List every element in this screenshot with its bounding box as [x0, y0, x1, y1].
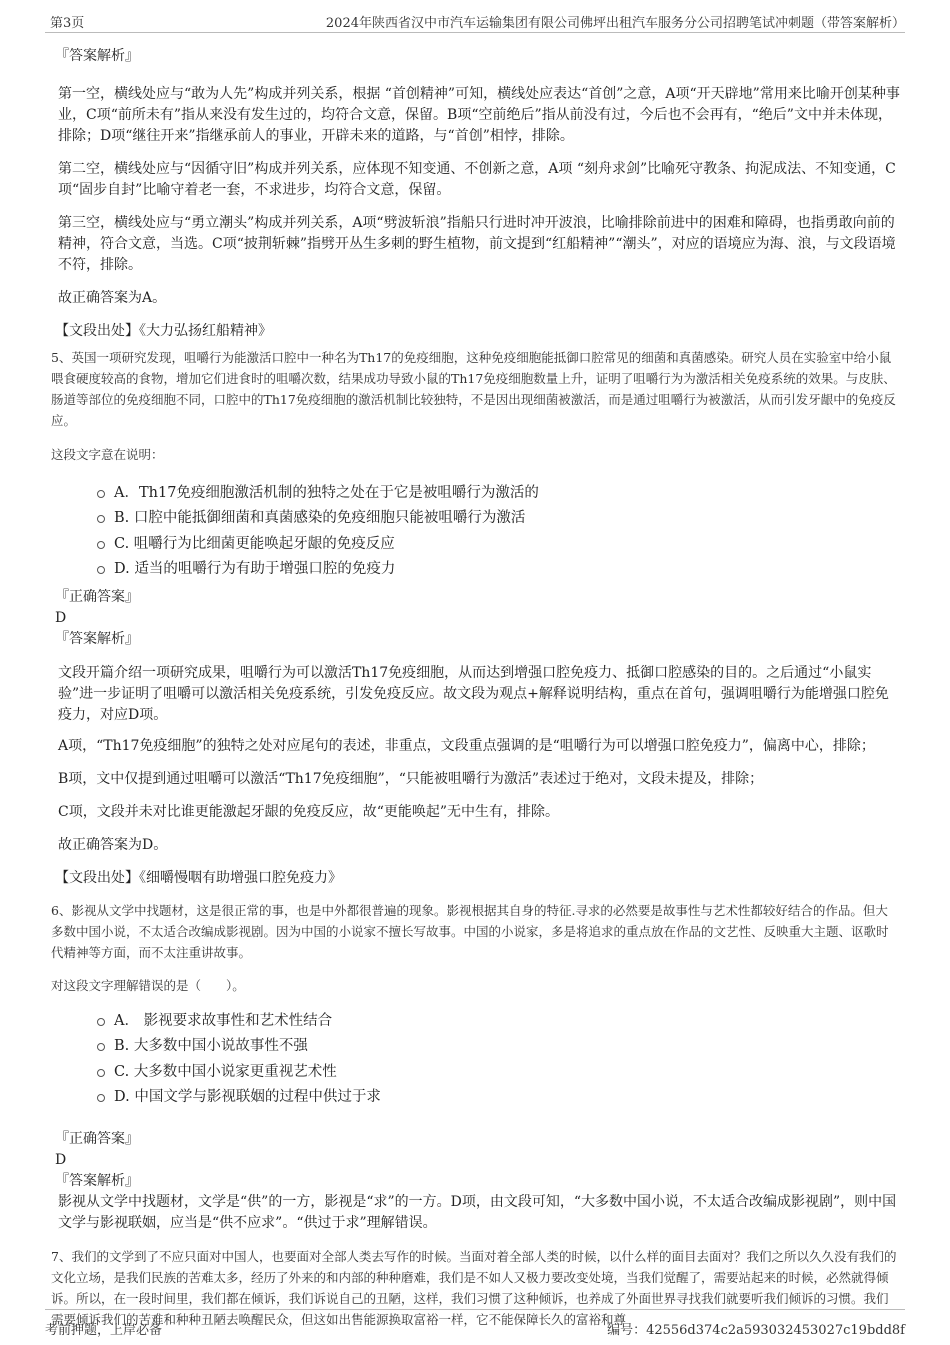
q6-analysis: 影视从文学中找题材，文学是“供”的一方，影视是“求”的一方。D项，由文段可知，“大多数中国小说，不太适合改编成影视剧”，则中国文学与影视联姻，应当是“供不应求”。“供过于求”理解错误。 [58, 1193, 897, 1231]
q6-option-a[interactable] [55, 1009, 900, 1035]
page-header [0, 0, 950, 34]
option-label: C. 咀嚼行为比细菌更能唤起牙龈的免疫反应 [114, 535, 395, 552]
q5-analysis-4: C项，文段并未对比谁更能激起牙龈的免疫反应，故“更能唤起”无中生有，排除。 [58, 803, 560, 820]
footer-slogan: 考前押题，上岸必备 [45, 1323, 163, 1338]
q6-answer-label: 『正确答案』 [55, 1130, 139, 1147]
q6-option-c[interactable] [55, 1060, 900, 1086]
radio-icon[interactable] [97, 1018, 105, 1026]
q5-analysis-3: B项，文中仅提到通过咀嚼可以激活“Th17免疫细胞”，“只能被咀嚼行为激活”表述过于绝对，文段未提及，排除； [58, 770, 764, 787]
document-title: 2024年陕西省汉中市汽车运输集团有限公司佛坪出租汽车服务分公司招聘笔试冲刺题（带答案解析） [325, 16, 905, 31]
q6-answer: D [55, 1151, 67, 1168]
q5-analysis-1: 文段开篇介绍一项研究成果，咀嚼行为可以激活Th17免疫细胞，从而达到增强口腔免疫力、抵御口腔感染的目的。之后通过“小鼠实验”进一步证明了咀嚼可以激活相关免疫系统，引发免疫反应。故文段为观点+解释说明结构，重点在首句，强调咀嚼行为能增强口腔免疫力，对应D项。 [58, 664, 889, 723]
page-footer [0, 1305, 950, 1345]
radio-icon[interactable] [97, 1043, 105, 1051]
page-content [51, 42, 900, 1342]
q5-analysis-label: 『答案解析』 [55, 630, 139, 647]
q6-stem: 6、影视从文学中找题材，这是很正常的事，也是中外都很普遍的现象。影视根据其自身的特征.寻求的必然要是故事性与艺术性都较好结合的作品。但大多数中国小说，不太适合改编成影视剧。因为中国的小说家不擅长写故事。中国的小说家，多是将追求的重点放在作品的文艺性、反映重大主题、讴歌时代精神等方面，而不太注重讲故事。 [51, 902, 889, 960]
q5-analysis-2: A项，“Th17免疫细胞”的独特之处对应尾句的表述，非重点，文段重点强调的是“咀嚼行为可以增强口腔免疫力”，偏离中心，排除； [58, 737, 875, 754]
page-number: 第3页 [50, 16, 85, 31]
option-label: D. 适当的咀嚼行为有助于增强口腔的免疫力 [114, 561, 396, 577]
option-label: A．Th17免疫细胞激活机制的独特之处在于它是被咀嚼行为激活的 [114, 484, 539, 501]
option-label: C. 大多数中国小说家更重视艺术性 [114, 1063, 337, 1080]
radio-icon[interactable] [97, 541, 105, 549]
radio-icon[interactable] [97, 490, 105, 498]
document-id: 编号：42556d374c2a593032453027c19bdd8f [607, 1323, 905, 1338]
q5-conclusion: 故正确答案为D。 [58, 836, 168, 853]
q6-option-b[interactable] [55, 1034, 900, 1060]
q4-source: 【文段出处】《大力弘扬红船精神》 [55, 323, 272, 339]
q4-analysis-para2: 第二空，横线处应与“因循守旧”构成并列关系，应体现不知变通、不创新之意，A项 “刻舟求剑”比喻死守教条、拘泥成法、不知变通，C项“固步自封”比喻守着老一套，不求进步，均符合文意，保留。 [58, 161, 896, 198]
q6-option-d[interactable] [55, 1085, 900, 1111]
q6-question: 对这段文字理解错误的是（ ）。 [51, 978, 245, 993]
q5-answer: D [55, 609, 67, 626]
radio-icon[interactable] [97, 1069, 105, 1077]
radio-icon[interactable] [97, 515, 105, 523]
q7-stem: 7、我们的文学到了不应只面对中国人，也要面对全部人类去写作的时候。当面对着全部人类的时候，以什么样的面目去面对？我们之所以久久没有我们的文化立场，是我们民族的苦难太多，经历了外来的和内部的种种磨难，我们是不如人又极力要改变处境，当我们觉醒了，需要站起来的时候，必然就得倾诉。所以，在一段时间里，我们都在倾诉，我们诉说自己的丑陋，这样，我们习惯了这种倾诉，也养成了外面世界寻找我们就要听我们倾诉的习惯。我们需要倾诉我们的苦难和种种丑陋去唤醒民众，但这如出售能源换取富裕一样，它不能保障长久的富裕和尊 [51, 1248, 897, 1327]
q6-analysis-label: 『答案解析』 [55, 1172, 139, 1189]
q5-options [55, 481, 900, 583]
q5-stem: 5、英国一项研究发现，咀嚼行为能激活口腔中一种名为Th17的免疫细胞，这种免疫细胞能抵御口腔常见的细菌和真菌感染。研究人员在实验室中给小鼠喂食硬度较高的食物，增加它们进食时的咀嚼次数，结果成功导致小鼠的Th17免疫细胞数量上升，证明了咀嚼行为为激活相关免疫系统的效果。与皮肤、肠道等部位的免疫细胞不同，口腔中的Th17免疫细胞的激活机制比较独特，不是因出现细菌被激活，而是通过咀嚼行为被激活，从而引发牙龈中的免疫反应。 [51, 350, 896, 428]
q5-option-a[interactable] [55, 481, 900, 507]
option-label: A． 影视要求故事性和艺术性结合 [114, 1012, 333, 1029]
q5-option-b[interactable] [55, 506, 900, 532]
q5-answer-label: 『正确答案』 [55, 588, 139, 605]
footer-divider [45, 1309, 905, 1310]
option-label: B. 口腔中能抵御细菌和真菌感染的免疫细胞只能被咀嚼行为激活 [114, 510, 526, 526]
q5-option-c[interactable] [55, 532, 900, 558]
q4-conclusion: 故正确答案为A。 [58, 290, 167, 306]
option-label: B. 大多数中国小说故事性不强 [114, 1038, 308, 1054]
radio-icon[interactable] [97, 1094, 105, 1102]
header-divider [45, 32, 905, 33]
q4-analysis-para1: 第一空，横线处应与“敢为人先”构成并列关系，根据 “首创精神”可知，横线处应表达“首创”之意，A项“开天辟地”常用来比喻开创某种事业，C项“前所未有”指从来没有发生过的，均符合文意，保留。B项“空前绝后”指从前没有过，今后也不会再有，“绝后”文中并未体现，排除；D项“继往开来”指继承前人的事业，开辟未来的道路，与“首创”相悖，排除。 [58, 86, 900, 144]
radio-icon[interactable] [97, 566, 105, 574]
q5-option-d[interactable] [55, 557, 900, 583]
option-label: D. 中国文学与影视联姻的过程中供过于求 [114, 1089, 381, 1105]
q5-question: 这段文字意在说明： [51, 446, 164, 462]
q5-source: 【文段出处】《细嚼慢咽有助增强口腔免疫力》 [55, 869, 342, 886]
q6-options [55, 1009, 900, 1111]
q4-analysis-label: 『答案解析』 [55, 48, 139, 64]
q4-analysis-para3: 第三空，横线处应与“勇立潮头”构成并列关系，A项“劈波斩浪”指船只行进时冲开波浪，比喻排除前进中的困难和障碍，也指勇敢向前的精神，符合文意，当选。C项“披荆斩棘”指劈开丛生多刺的野生植物，前文提到“红船精神”“潮头”，对应的语境应为海、浪，与文段语境不符，排除。 [58, 215, 896, 273]
